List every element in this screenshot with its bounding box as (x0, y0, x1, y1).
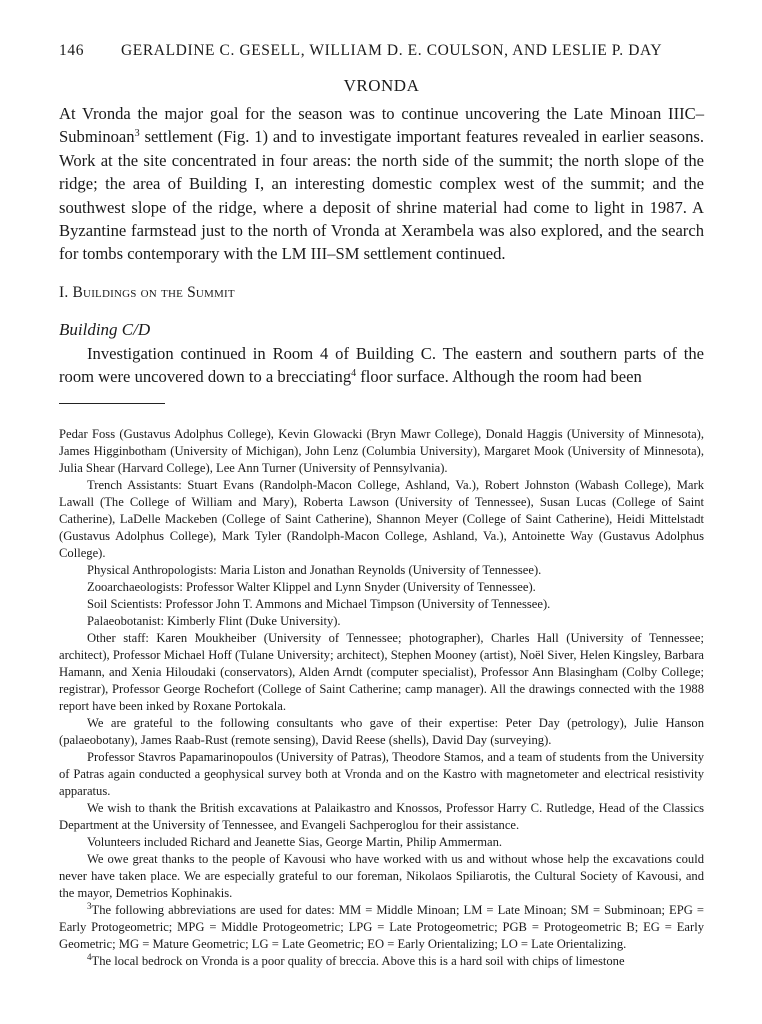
subheading-building-cd: Building C/D (59, 319, 151, 339)
note-kavousi: We owe great thanks to the people of Kavousi who have worked with us and without whose help the excavations could never have taken place. We are especially grateful to our foreman, Nikolaos Spiliarotis, the Cultural Society of Kavousi, and the mayor, Demetrios Kophinakis. (59, 851, 704, 900)
note-acknowledgements: We wish to thank the British excavations at Palaikastro and Knossos, Professor Harry C. Rutledge, Head of the Classics Department at the University of Tennessee, and Evangeli Sachperoglou for their assistance. (59, 800, 704, 832)
footnote-ref-4: 4 (351, 368, 357, 380)
footnote-3-text: The following abbreviations are used for dates: MM = Middle Minoan; LM = Late Minoan; SM = Subminoan; EPG = Early Protogeometric; MPG = Middle Protogeometric; LPG = Late Protogeometric; PGB = Protogeometric B; EG = Early Geometric; MG = Mature Geometric; LG = Late Geometric; EO = Early Orientalizing; LO = Late Orientalizing. (59, 902, 704, 951)
note-trench-assistants: Trench Assistants: Stuart Evans (Randolph-Macon College, Ashland, Va.), Robert Johnston (Wabash College), Mark Lawall (The College of William and Mary), Roberta Lawson (University of Tennessee), Susan Lucas (College of Saint Catherine), LaDelle Mackeben (College of Saint Catherine), Shannon Meyer (College of Saint Catherine), Heidi Mittelstadt (Gustavus Adolphus College), Mark Tyler (Randolph-Macon College, Ashland, Va.), Antoinette Way (Gustavus Adolphus College). (59, 477, 704, 560)
section-heading-text: Buildings on the Summit (72, 283, 235, 301)
note-other-staff: Other staff: Karen Moukheiber (University of Tennessee; photographer), Charles Hall (University of Tennessee; architect), Professor Michael Hoff (Tulane University; architect), Stephen Mooney (artist), Noël Siver, Helen Kingsley, Barbara Hamann, and Xenia Hiloudaki (conservators), Alden Arndt (computer specialist), Professor Ann Blasingham (Colby College; registrar), Professor George Rochefort (College of Saint Catherine; camp manager). All the drawings connected with the 1988 report have been inked by Roxane Portokala. (59, 630, 704, 713)
note-geophysical-survey: Professor Stavros Papamarinopoulos (University of Patras), Theodore Stamos, and a team of students from the University of Patras again conducted a geophysical survey both at Vronda and on the Kastro with magnetometer and electrical resistivity apparatus. (59, 749, 704, 798)
note-soil-scientists: Soil Scientists: Professor John T. Ammons and Michael Timpson (University of Tennessee). (87, 596, 551, 611)
footnote-ref-3: 3 (134, 128, 140, 140)
section-heading-numeral: I. (59, 283, 73, 301)
section-title: VRONDA (343, 76, 420, 95)
building-text-1: Investigation continued in Room 4 of Building C. The eastern and southern parts of the room were uncovered down to a brecciating (59, 343, 704, 387)
building-text-2: floor surface. Although the room had been (356, 367, 642, 387)
note-palaeobotanist: Palaeobotanist: Kimberly Flint (Duke University). (87, 613, 341, 628)
note-consultants: We are grateful to the following consultants who gave of their expertise: Peter Day (petrology), Julie Hanson (palaeobotany), James Raab-Rust (remote sensing), David Reese (shells), David Day (surveying). (59, 715, 704, 747)
footnote-3-mark: 3 (87, 900, 92, 911)
intro-text-2: settlement (Fig. 1) and to investigate important features revealed in earlier seasons. Work at the site concentrated in four areas: the north side of the summit; the north slope of the ridge; the area of Building I, an interesting domestic complex west of the summit; and the southwest slope of the ridge, where a deposit of shrine material had come to light in 1987. A Byzantine farmstead just to the north of Vronda at Xerambela was also explored, and the search for tombs contemporary with the LM III–SM settlement continued. (59, 127, 704, 264)
intro-paragraph (59, 102, 704, 266)
note-physical-anthropologists: Physical Anthropologists: Maria Liston and Jonathan Reynolds (University of Tennessee). (87, 562, 542, 577)
footnote-4-mark: 4 (87, 951, 92, 962)
footnote-3 (59, 902, 704, 953)
note-volunteers: Volunteers included Richard and Jeanette Sias, George Martin, Philip Ammerman. (87, 834, 503, 849)
section-heading-buildings (59, 284, 704, 302)
footnote-rule (59, 403, 165, 404)
page (59, 42, 704, 970)
footnote-4-text: The local bedrock on Vronda is a poor quality of breccia. Above this is a hard soil with chips of limestone (91, 953, 625, 968)
footnotes (59, 426, 704, 970)
page-number: 146 (59, 42, 85, 59)
note-zooarchaeologists: Zooarchaeologists: Professor Walter Klippel and Lynn Snyder (University of Tennessee). (87, 579, 536, 594)
building-paragraph (59, 342, 704, 389)
running-head-authors: GERALDINE C. GESELL, WILLIAM D. E. COULSON, AND LESLIE P. DAY (121, 42, 663, 59)
running-head (59, 42, 704, 68)
footnote-4 (59, 953, 704, 970)
note-staff-continued: Pedar Foss (Gustavus Adolphus College), Kevin Glowacki (Bryn Mawr College), Donald Haggis (University of Minnesota), James Higginbotham (University of Michigan), John Lenz (Columbia University), Margaret Mook (University of Minnesota), Julia Shear (Harvard College), Lee Ann Turner (University of Pennsylvania). (59, 426, 704, 475)
intro-text-1: At Vronda the major goal for the season was to continue uncovering the Late Minoan IIIC–Subminoan (59, 104, 704, 147)
